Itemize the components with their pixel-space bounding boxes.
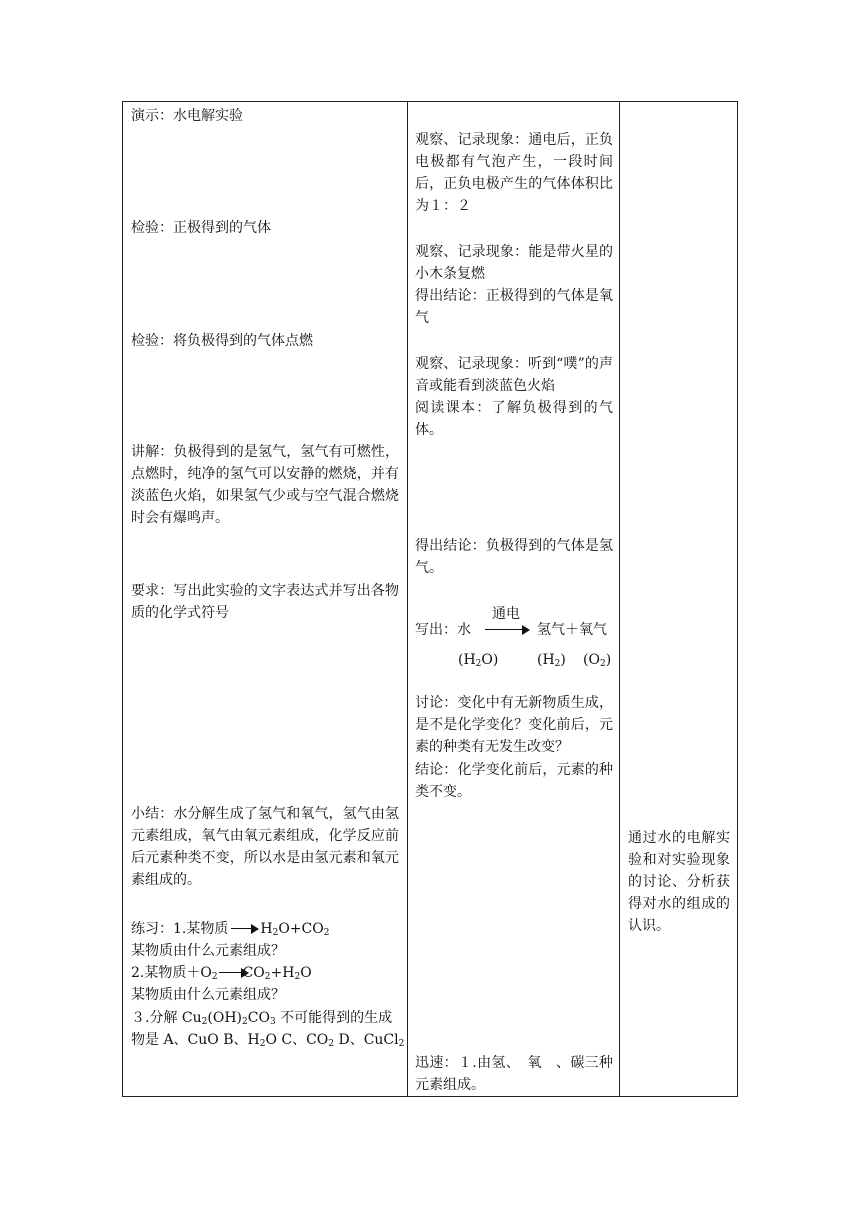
exercise-2-question: 某物质由什么元素组成？ <box>131 987 285 1003</box>
observation-1: 观察、记录现象：通电后，正负电极都有气泡产生，一段时间后，正负电极产生的气体体积比为１：２ <box>415 132 613 214</box>
conclusion-2: 得出结论：负极得到的气体是氢气。 <box>415 538 613 576</box>
require-text: 要求：写出此实验的文字表达式并写出各物质的化学式符号 <box>131 583 399 621</box>
arrow-icon <box>231 924 259 934</box>
arrow-icon <box>219 968 249 978</box>
demo-text: 演示：水电解实验 <box>131 108 243 124</box>
column-divider-1 <box>407 102 408 1096</box>
quick-answer: 迅速：１.由氢、 氧 、碳三种元素组成。 <box>415 1055 613 1093</box>
exercise-3-line1: ３.分解 $Cu_2(OH)_2CO_3$ 不可能得到的生成 <box>131 1010 393 1027</box>
formula-hydrogen: $(H_2)$ <box>537 652 566 669</box>
discussion: 讨论：变化中有无新物质生成，是不是化学变化？变化前后，元素的种类有无发生改变？ <box>415 695 613 755</box>
equation-products: 氢气＋氧气 <box>537 622 607 638</box>
explain-text: 讲解：负极得到的是氢气，氢气有可燃性，点燃时，纯净的氢气可以安静的燃烧，并有淡蓝色火焰，如果氢气少或与空气混合燃烧时会有爆鸣声。 <box>131 444 399 526</box>
exercise-1: 练习：1.某物质 $H_2O+CO_2$ <box>131 921 330 938</box>
check-negative-text: 检验：将负极得到的气体点燃 <box>131 333 313 349</box>
observation-2: 观察、记录现象：能是带火星的小木条复燃 <box>415 244 613 282</box>
design-goal: 通过水的电解实验和对实验现象的讨论、分析获得对水的组成的认识。 <box>628 830 730 934</box>
equation-label: 写出：水 <box>415 622 471 638</box>
conclusion-3: 结论：化学变化前后，元素的种类不变。 <box>415 762 613 800</box>
reading-task: 阅读课本：了解负极得到的气体。 <box>415 400 613 438</box>
formula-oxygen: $(O_2)$ <box>583 652 612 669</box>
exercise-1-question: 某物质由什么元素组成？ <box>131 943 285 959</box>
exercise-2: 2.某物质$+O_2$ $CO_2+H_2O$ <box>131 965 312 982</box>
arrow-icon <box>485 625 530 635</box>
check-positive-text: 检验：正极得到的气体 <box>131 220 271 236</box>
equation-condition: 通电 <box>492 606 520 622</box>
exercise-3-line2: 物是 A、CuO B、$H_2O$ C、$CO_2$ D、CuCl$_2$ <box>131 1032 405 1049</box>
observation-3: 观察、记录现象：听到“噗”的声音或能看到淡蓝色火焰 <box>415 356 613 394</box>
conclusion-1: 得出结论：正极得到的气体是氧气 <box>415 288 613 326</box>
summary-text: 小结：水分解生成了氢气和氧气，氢气由氢元素组成，氧气由氧元素组成，化学反应前后元素种类不变，所以水是由氢元素和氧元素组成的。 <box>131 806 399 888</box>
formula-water: $(H_2O)$ <box>458 652 499 669</box>
column-divider-2 <box>619 102 620 1096</box>
